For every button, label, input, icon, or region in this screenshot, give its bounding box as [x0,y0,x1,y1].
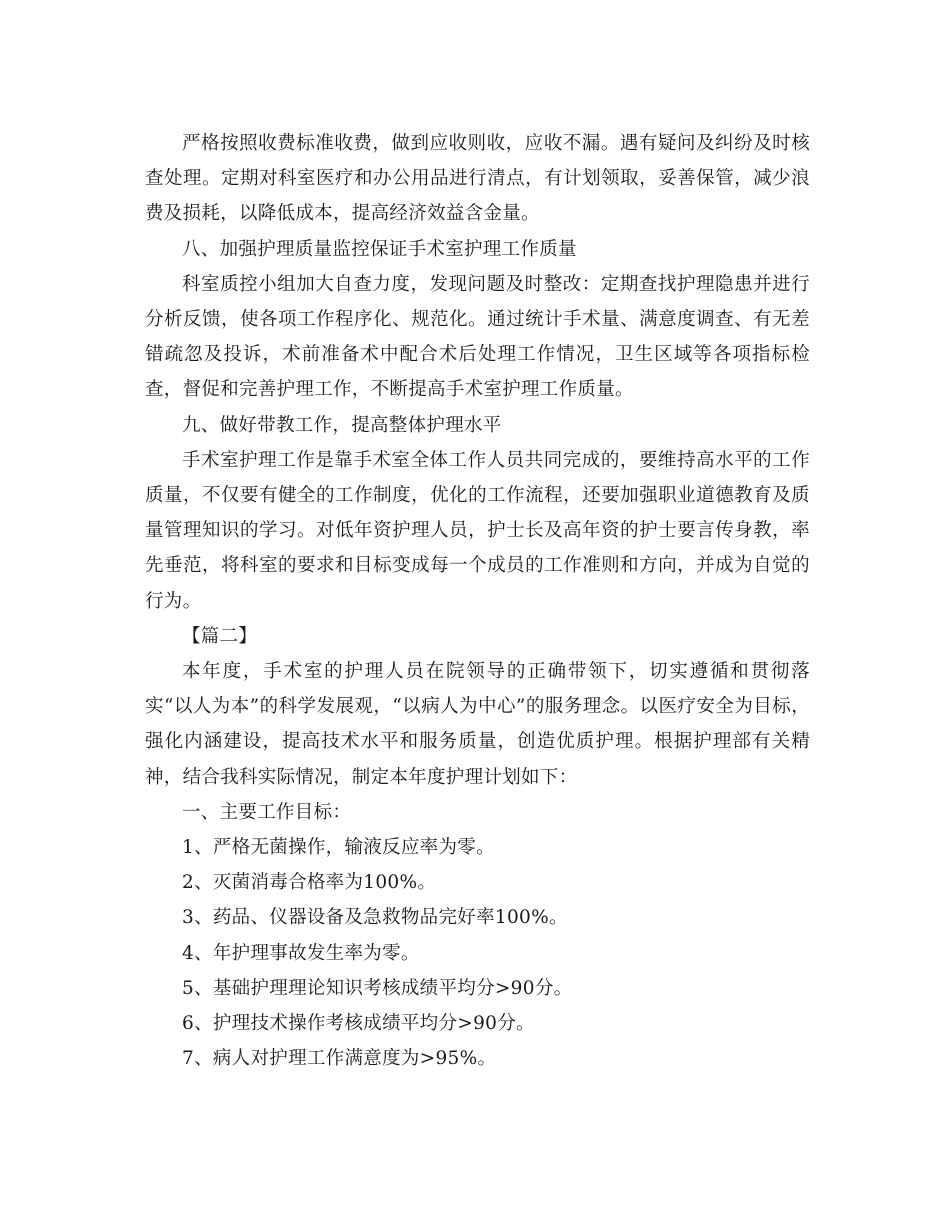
goal-item-6: 6、护理技术操作考核成绩平均分>90分。 [182,1013,535,1035]
goal-item-2: 2、灭菌消毒合格率为100%。 [182,872,437,894]
heading-part-two: 【篇二】 [182,625,258,647]
heading-main-goals: 一、主要工作目标： [182,801,352,823]
goal-item-7: 7、病人对护理工作满意度为>95%。 [182,1048,497,1070]
goal-item-1: 1、严格无菌操作，输液反应率为零。 [182,837,495,859]
document-body [145,126,810,1076]
paragraph-annual-plan-intro: 本年度，手术室的护理人员在院领导的正确带领下，切实遵循和贯彻落实“以人为本”的科学发展观，“以病人为中心”的服务理念。以医疗安全为目标，强化内涵建设，提高技术水平和服务质量，创造优质护理。根据护理部有关精神，结合我科实际情况，制定本年度护理计划如下： [145,661,810,788]
heading-section-eight: 八、加强护理质量监控保证手术室护理工作质量 [182,238,577,260]
heading-section-nine: 九、做好带教工作，提高整体护理水平 [182,414,502,436]
paragraph-teaching: 手术室护理工作是靠手术室全体工作人员共同完成的，要维持高水平的工作质量，不仅要有健全的工作制度，优化的工作流程，还要加强职业道德教育及质量管理知识的学习。对低年资护理人员，护士长及高年资的护士要言传身教，率先垂范，将科室的要求和目标变成每一个成员的工作准则和方向，并成为自觉的行为。 [145,449,810,612]
goal-item-5: 5、基础护理理论知识考核成绩平均分>90分。 [182,977,573,999]
paragraph-fee-management: 严格按照收费标准收费，做到应收则收，应收不漏。遇有疑问及纠纷及时核查处理。定期对科室医疗和办公用品进行清点，有计划领取，妥善保管，减少浪费及损耗，以降低成本，提高经济效益含金量。 [145,133,810,225]
goal-item-3: 3、药品、仪器设备及急救物品完好率100%。 [182,907,568,929]
goal-item-4: 4、年护理事故发生率为零。 [182,942,420,964]
paragraph-quality-control: 科室质控小组加大自查力度，发现问题及时整改：定期查找护理隐患并进行分析反馈，使各项工作程序化、规范化。通过统计手术量、满意度调查、有无差错疏忽及投诉，术前准备术中配合术后处理工作情况，卫生区域等各项指标检查，督促和完善护理工作，不断提高手术室护理工作质量。 [145,273,810,401]
